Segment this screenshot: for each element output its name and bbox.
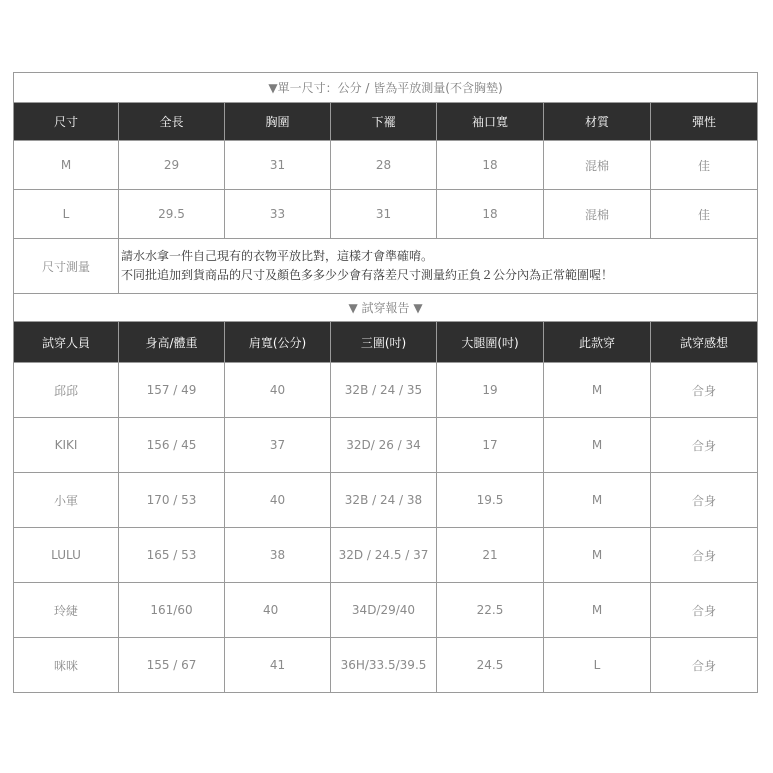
table-cell: 24.5 (437, 638, 544, 693)
table-cell: 32D / 24.5 / 37 (331, 528, 437, 583)
table-row (14, 363, 758, 418)
table-cell: 155 / 67 (119, 638, 225, 693)
table-cell: 29 (119, 141, 225, 190)
table-cell: KIKI (14, 418, 119, 473)
table-cell: 合身 (651, 418, 758, 473)
table-cell: M (544, 528, 651, 583)
header-cell: 試穿人員 (14, 322, 119, 363)
table-cell: 161/60 (119, 583, 225, 638)
size-table-header-row (14, 103, 758, 141)
table-cell: 36H/33.5/39.5 (331, 638, 437, 693)
header-cell: 胸圍 (225, 103, 331, 141)
table-row (14, 528, 758, 583)
table-cell: 小軍 (14, 473, 119, 528)
header-cell: 下襬 (331, 103, 437, 141)
table-cell: 19 (437, 363, 544, 418)
table-cell: 合身 (651, 638, 758, 693)
table-cell: 合身 (651, 528, 758, 583)
header-cell: 大腿圍(吋) (437, 322, 544, 363)
table-cell: 32B / 24 / 38 (331, 473, 437, 528)
table-cell: L (544, 638, 651, 693)
measurement-note-line: 請水水拿一件自己現有的衣物平放比對，這樣才會準確唷。 (121, 249, 434, 263)
header-cell: 材質 (544, 103, 651, 141)
header-cell: 身高/體重 (119, 322, 225, 363)
measurement-note-line: 不同批追加到貨商品的尺寸及顏色多多少少會有落差尺寸測量約正負２公分內為正常範圍喔！ (121, 268, 614, 282)
table-cell: 21 (437, 528, 544, 583)
table-cell: 31 (225, 141, 331, 190)
table-cell: 40 (225, 473, 331, 528)
fit-report-caption-row (14, 294, 758, 322)
table-cell: 咪咪 (14, 638, 119, 693)
table-cell: 17 (437, 418, 544, 473)
table-cell: 28 (331, 141, 437, 190)
table-cell: 22.5 (437, 583, 544, 638)
table-cell: 32D/ 26 / 34 (331, 418, 437, 473)
table-cell: 40 (225, 363, 331, 418)
table-cell: 玲緁 (14, 583, 119, 638)
table-cell: 混棉 (544, 141, 651, 190)
table-cell: 佳 (651, 190, 758, 239)
header-cell: 肩寬(公分) (225, 322, 331, 363)
table-row (14, 418, 758, 473)
size-table-caption: ▼單一尺寸：公分 / 皆為平放測量(不含胸墊) (14, 73, 758, 103)
fit-report-caption: ▼ 試穿報告 ▼ (14, 294, 758, 322)
table-cell: 32B / 24 / 35 (331, 363, 437, 418)
table-cell: M (544, 418, 651, 473)
header-cell: 彈性 (651, 103, 758, 141)
size-table (13, 72, 758, 294)
table-cell: 佳 (651, 141, 758, 190)
table-cell: 19.5 (437, 473, 544, 528)
header-cell: 全長 (119, 103, 225, 141)
table-cell: 邱邱 (14, 363, 119, 418)
table-cell: 38 (225, 528, 331, 583)
size-table-caption-row (14, 73, 758, 103)
measurement-note-label: 尺寸測量 (14, 239, 119, 294)
table-cell: M (544, 473, 651, 528)
table-cell: 合身 (651, 583, 758, 638)
table-cell: 31 (331, 190, 437, 239)
table-cell: 合身 (651, 473, 758, 528)
table-cell: 165 / 53 (119, 528, 225, 583)
header-cell: 三圍(吋) (331, 322, 437, 363)
table-row (14, 583, 758, 638)
table-cell: 40 (225, 583, 331, 638)
table-cell: LULU (14, 528, 119, 583)
table-cell: 170 / 53 (119, 473, 225, 528)
measurement-note-row (14, 239, 758, 294)
table-cell: M (544, 363, 651, 418)
header-cell: 試穿感想 (651, 322, 758, 363)
table-cell: 41 (225, 638, 331, 693)
table-cell: L (14, 190, 119, 239)
header-cell: 此款穿 (544, 322, 651, 363)
table-cell: 合身 (651, 363, 758, 418)
table-cell: 156 / 45 (119, 418, 225, 473)
fit-report-header-row (14, 322, 758, 363)
table-cell: 34D/29/40 (331, 583, 437, 638)
header-cell: 袖口寬 (437, 103, 544, 141)
table-row (14, 638, 758, 693)
table-row (14, 190, 758, 239)
table-row (14, 473, 758, 528)
table-row (14, 141, 758, 190)
size-chart-sheet (13, 72, 757, 693)
table-cell: 37 (225, 418, 331, 473)
table-cell: M (14, 141, 119, 190)
table-cell: 157 / 49 (119, 363, 225, 418)
table-cell: M (544, 583, 651, 638)
table-cell: 18 (437, 141, 544, 190)
table-cell: 33 (225, 190, 331, 239)
table-cell: 18 (437, 190, 544, 239)
fit-report-table (13, 294, 758, 693)
header-cell: 尺寸 (14, 103, 119, 141)
measurement-note (119, 239, 758, 294)
table-cell: 29.5 (119, 190, 225, 239)
table-cell: 混棉 (544, 190, 651, 239)
